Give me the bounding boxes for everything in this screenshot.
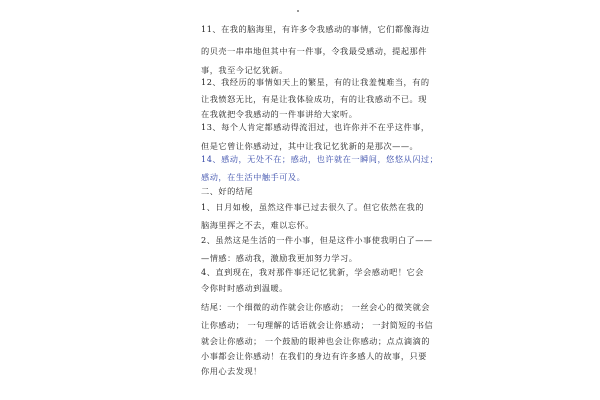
conclusion-line-4: 小事都会让你感动！在我们的身边有许多感人的故事，只要	[201, 351, 427, 361]
section-heading-good-ending: 二、好的结尾	[201, 186, 254, 196]
paragraph-12-line-3: 在我就把令我感动的一件事讲给大家听。	[201, 109, 358, 119]
paragraph-12-line-1: 12、我经历的事情如天上的繁星，有的让我羞愧难当，有的	[201, 77, 430, 87]
paragraph-12-line-2: 让我愤怒无比，有是让我体验成功，有的让我感动不已。现	[201, 94, 427, 104]
ending-2-line-2: —情感：感动我，激励我更加努力学习。	[201, 253, 358, 263]
conclusion-line-5: 你用心去发现！	[201, 366, 262, 376]
conclusion-line-2: 让你感动； 一句理解的话语就会让你感动； 一封简短的书信	[201, 320, 434, 330]
ending-1-line-1: 1、日月如梭，虽然这件事已过去很久了。但它依然在我的	[201, 202, 424, 212]
paragraph-13-line-2: 但是它曾让你感动过，其中让我记忆犹新的是那次——。	[201, 141, 419, 151]
conclusion-line-1: 结尾：一个细微的动作就会让你感动； 一丝会心的微笑就会	[201, 302, 430, 312]
paragraph-11-line-3: 事，我至今记忆犹新。	[201, 65, 288, 75]
paragraph-13-line-1: 13、每个人肯定都感动得流泪过，也许你并不在乎这件事，	[201, 122, 430, 132]
paragraph-14-line-1: 14、感动，无处不在；感动，也许就在一瞬间，悠悠从闪过；	[201, 154, 439, 164]
ending-4-line-1: 4、直到现在，我对那件事还记忆犹新，学会感动吧！它会	[201, 267, 424, 277]
page-mark	[297, 10, 299, 12]
paragraph-11-line-1: 11、在我的脑海里，有许多令我感动的事情，它们都像海边	[201, 24, 430, 34]
paragraph-14-line-2: 感动，在生活中触手可及。	[201, 172, 306, 182]
ending-1-line-2: 脑海里挥之不去，难以忘怀。	[201, 220, 314, 230]
ending-4-line-2: 令你时时感动到温暖。	[201, 283, 288, 293]
conclusion-line-3: 就会让你感动； 一个鼓励的眼神也会让你感动；点点滴滴的	[201, 336, 430, 346]
ending-2-line-1: 2、虽然这是生活的一件小事，但是这件小事使我明白了——	[201, 235, 433, 245]
paragraph-11-line-2: 的贝壳一串串地但其中有一件事，令我最受感动，提起那件	[201, 46, 427, 56]
